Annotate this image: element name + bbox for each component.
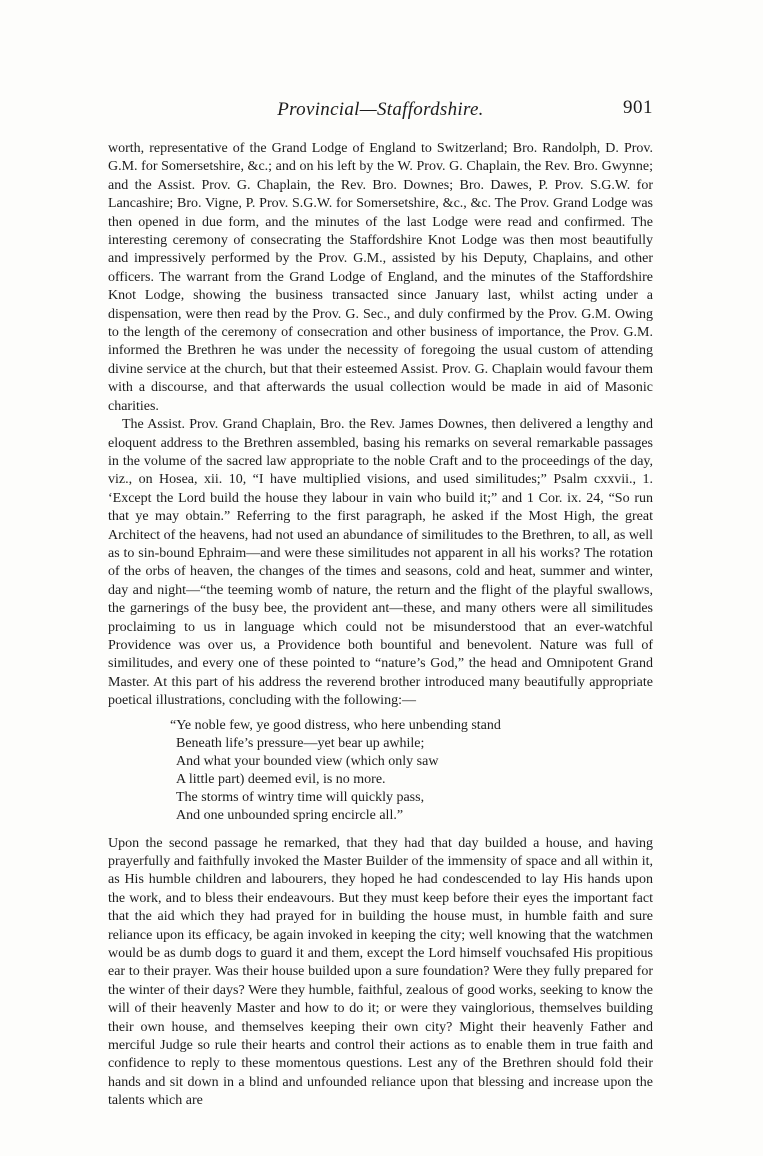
page-number: 901 — [623, 97, 653, 118]
poem-quotation — [170, 717, 653, 825]
paragraph-1: worth, representative of the Grand Lodge of England to Switzerland; Bro. Randolph, D. Prov. G.M. for Somersetshire, &c.; and on his left by the W. Prov. G. Chaplain, the Rev. Bro. Gwynne; and the Assist. Prov. G. Chaplain, the Rev. Bro. Downes; Bro. Dawes, P. Prov. S.G.W. for Lancashire; Bro. Vigne, P. Prov. S.G.W. for Somersetshire, &c., &c. The Prov. Grand Lodge was then opened in due form, and the minutes of the last Lodge were read and confirmed. The interesting ceremony of consecrating the Staffordshire Knot Lodge was then most beautifully and impressively performed by the Prov. G.M., assisted by his Deputy, Chaplains, and other officers. The warrant from the Grand Lodge of England, and the minutes of the Staffordshire Knot Lodge, showing the business transacted since January last, whilst acting under a dispensation, were then read by the Prov. G. Sec., and duly confirmed by the Prov. G.M. Owing to the length of the ceremony of consecration and other business of importance, the Prov. G.M. informed the Brethren he was under the necessity of foregoing the usual custom of attending divine service at the church, but that their esteemed Assist. Prov. G. Chaplain would favour them with a discourse, and that afterwards the usual collection would be made in aid of Masonic charities. — [108, 141, 653, 414]
poem-line: The storms of wintry time will quickly pass, — [176, 789, 425, 805]
paragraph-3: Upon the second passage he remarked, that they had that day builded a house, and having prayerfully and faithfully invoked the Master Builder of the immensity of space and all within it, as His humble children and labourers, they hoped he had condescended to lay His hands upon the work, and to bless their endeavours. But they must keep before their eyes the important fact that the aid which they had prayed for in building the house must, in humble faith and sure reliance upon its efficacy, be again invoked in keeping the city; well knowing that the watchmen would be as dumb dogs to guard it and them, except the Lord himself vouchsafed His propitious ear to their prayer. Was their house builded upon a sure foundation? Were they fully prepared for the winter of their days? Were they humble, faithful, zealous of good works, seeking to know the will of their heavenly Master and how to do it; or were they vainglorious, themselves building their own house, and themselves keeping their own city? Might their heavenly Father and merciful Judge so rule their hearts and control their actions as to enable them in true faith and confidence to reply to these momentous questions. Lest any of the Brethren should fold their hands and sit down in a blind and unfounded reliance upon that blessing and increase upon the talents which are — [108, 835, 653, 1109]
poem-line: And one unbounded spring encircle all.” — [176, 807, 404, 823]
running-head — [108, 99, 653, 125]
poem-line: Beneath life’s pressure—yet bear up awhile; — [176, 735, 425, 751]
poem-line: “Ye noble few, ye good distress, who here unbending stand — [170, 717, 501, 733]
poem-line: And what your bounded view (which only saw — [176, 753, 439, 769]
paragraph-2: The Assist. Prov. Grand Chaplain, Bro. the Rev. James Downes, then delivered a lengthy and eloquent address to the Brethren assembled, basing his remarks on several remarkable passages in the volume of the sacred law appropriate to the noble Craft and to the proceedings of the day, viz., on Hosea, xii. 10, “I have multiplied visions, and used similitudes;” Psalm cxxvii., 1. ‘Except the Lord build the house they labour in vain who build it;” and 1 Cor. ix. 24, “So run that ye may obtain.” Referring to the first paragraph, he asked if the Most High, the great Architect of the heavens, had not used an abundance of similitudes to the Brethren, to all, as well as to sin-bound Ephraim—and were these similitudes not apparent in all his works? The rotation of the orbs of heaven, the changes of the times and seasons, cold and heat, summer and winter, day and night—“the teeming womb of nature, the return and the flight of the playful swallows, the garnerings of the busy bee, the provident ant—these, and many others were all similitudes proclaiming to us in language which could not be misunderstood that an ever-watchful Providence was over us, a Providence both bountiful and benevolent. Nature was full of similitudes, and every one of these pointed to “nature’s God,” the head and Omnipotent Grand Master. At this part of his address the reverend brother introduced many beautifully appropriate poetical illustrations, concluding with the following:— — [108, 417, 653, 709]
poem-line: A little part) deemed evil, is no more. — [176, 771, 386, 787]
running-title: Provincial—Staffordshire. — [277, 99, 484, 120]
article-body — [108, 140, 653, 1111]
